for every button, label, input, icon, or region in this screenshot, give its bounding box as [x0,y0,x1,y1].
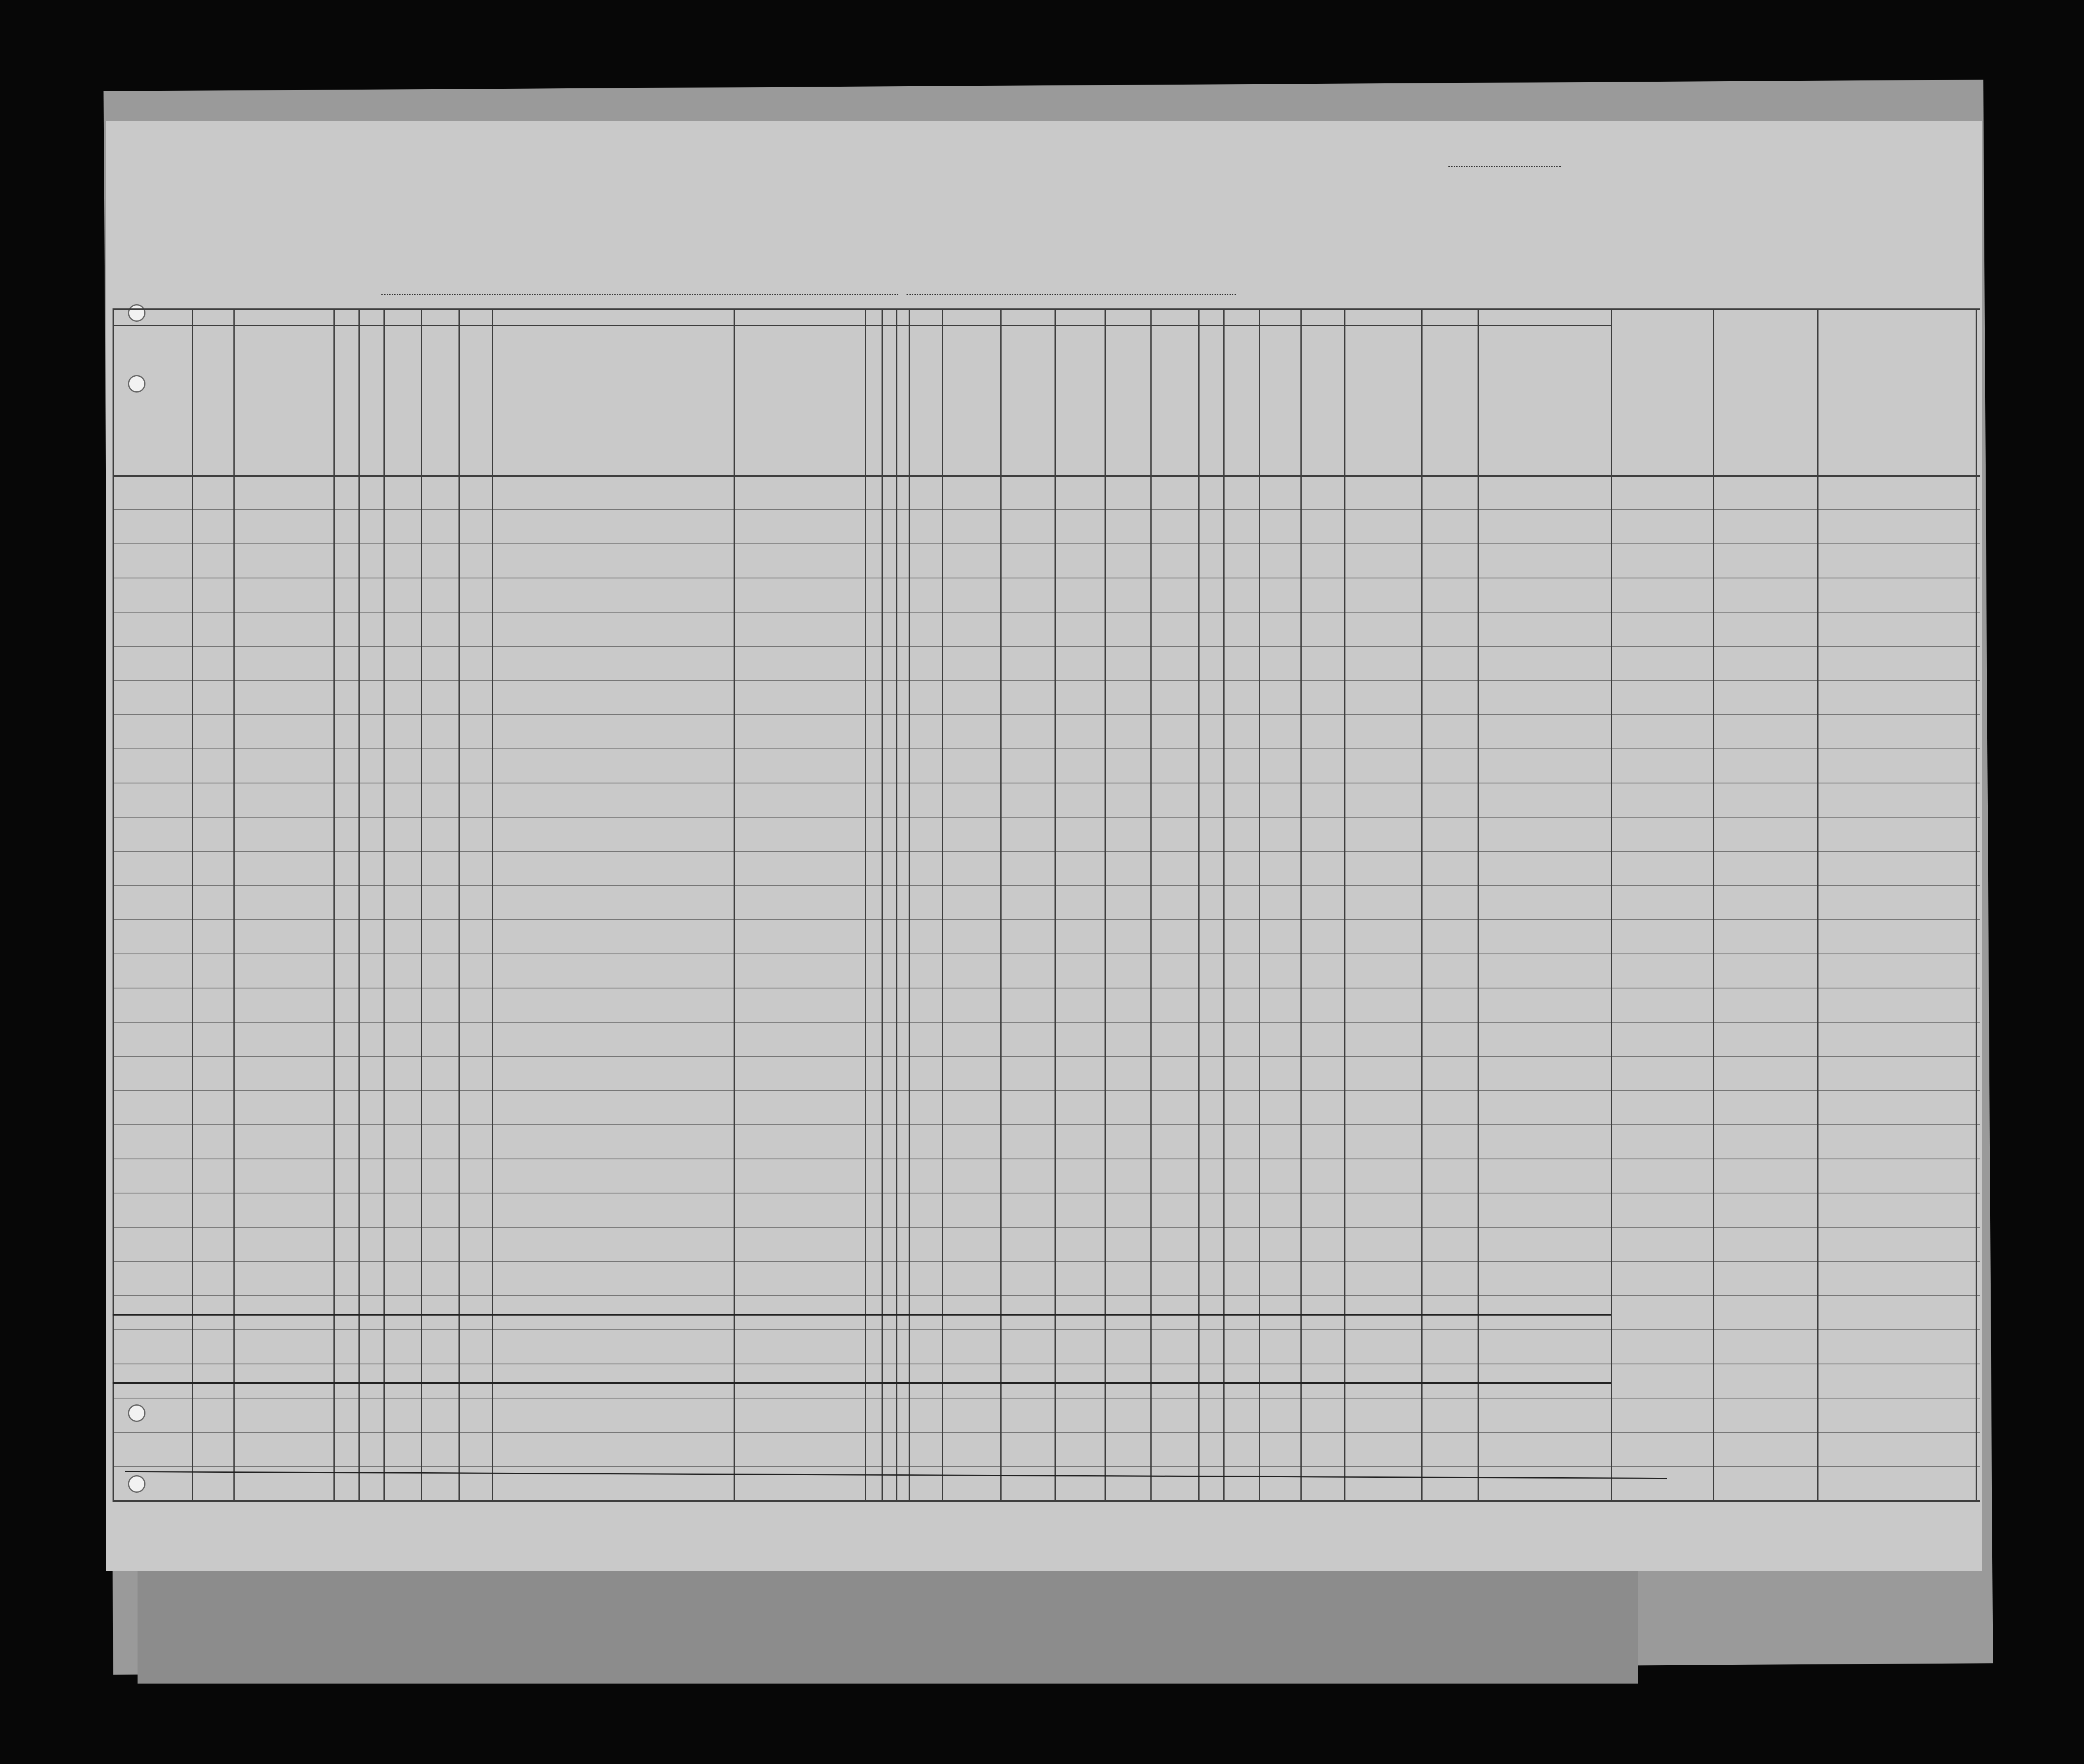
grid-line-v [421,308,422,1500]
grid-line-v [1817,308,1818,1500]
grid-line-v [1976,308,1977,1500]
grid-line-v [909,308,910,1500]
grid-line-v [882,308,883,1500]
row-line [113,1124,1980,1125]
row-line [113,646,1980,647]
grid-line-v [358,308,360,1500]
grid-line-v [1055,308,1056,1500]
punch-hole [128,304,145,322]
grid-line-v [383,308,385,1500]
row-line [113,509,1980,510]
row-line [113,1295,1980,1296]
row-line [113,714,1980,715]
row-line [113,1466,1980,1467]
strike-line [113,1382,1611,1384]
row-line [113,1022,1980,1023]
grid-line-v [1259,308,1260,1500]
manifest-sheet [106,121,1982,1571]
row-line [113,1261,1980,1262]
row-line [113,885,1980,886]
grid-line-v [492,308,493,1500]
grid-line-v [1223,308,1225,1500]
grid-line-v [113,308,114,1500]
grid-line-h [113,325,1611,326]
grid-line-v [1344,308,1345,1500]
grid-line-v [942,308,943,1500]
grid-line-v [1478,308,1479,1500]
port-line [381,294,898,295]
list-line [1448,166,1561,167]
punch-hole [128,1404,145,1422]
row-line [113,1056,1980,1057]
punch-hole [128,375,145,393]
row-line [113,1432,1980,1433]
row-line [113,612,1980,613]
row-line [113,953,1980,954]
grid-line-v [333,308,335,1500]
row-line [113,1398,1980,1399]
grid-line-v [734,308,735,1500]
row-line [113,919,1980,920]
grid-line-v [1000,308,1002,1500]
row-line [113,851,1980,852]
strike-line [113,1314,1611,1316]
grid-line-v [1105,308,1106,1500]
grid-line-v [233,308,235,1500]
row-line [113,748,1980,749]
grid-line-h [113,308,1980,310]
row-line [113,1158,1980,1159]
grid-line-v [896,308,897,1500]
date-line [907,294,1236,295]
row-line [113,1329,1980,1330]
grid-line-v [1198,308,1200,1500]
grid-line-v [458,308,460,1500]
grid-line-h [113,1500,1980,1502]
grid-line-v [192,308,193,1500]
grid-line-v [865,308,866,1500]
row-line [113,1090,1980,1091]
grid-line-v [1150,308,1152,1500]
grid-line-v [1713,308,1714,1500]
grid-line-v [1611,308,1612,1500]
row-line [113,1227,1980,1228]
row-line [113,817,1980,818]
grid-line-h [113,475,1980,477]
grid-line-v [1300,308,1302,1500]
punch-hole [128,1475,145,1493]
row-line [113,680,1980,681]
grid-line-v [1421,308,1423,1500]
row-line [113,1193,1980,1194]
row-line [113,543,1980,544]
